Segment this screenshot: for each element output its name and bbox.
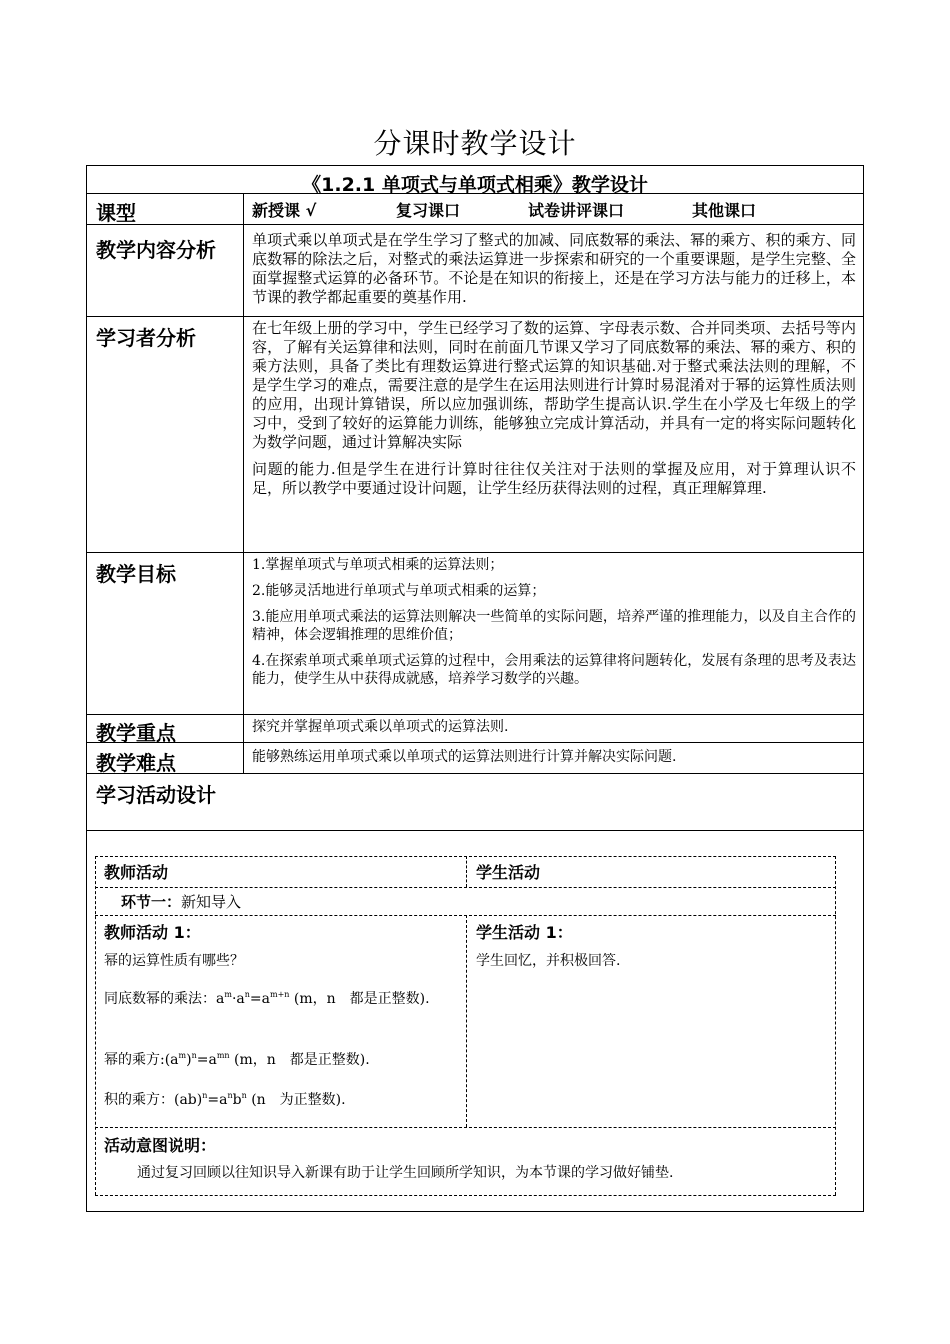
column-divider <box>243 193 244 773</box>
teaching-goals-list <box>252 556 856 696</box>
learner-analysis-text <box>252 319 856 506</box>
table-divider <box>86 773 864 774</box>
rule-power-of-product: 积的乘方：$(ab)^n=a^nb^n$ (n 为正整数). <box>104 1091 346 1108</box>
intent-title: 活动意图说明： <box>104 1136 217 1155</box>
rule-power-of-power: 幂的乘方$:(a^m)^n=a^{mn}$ (m，n 都是正整数). <box>104 1051 370 1068</box>
goal-item: 3.能应用单项式乘法的运算法则解决一些简单的实际问题，培养严谨的推理能力，以及自主合作的精神，体会逻辑推理的思维价值； <box>252 609 856 643</box>
table-divider <box>86 830 864 831</box>
stage-row <box>121 891 241 912</box>
content-analysis-label: 教学内容分析 <box>96 238 216 262</box>
type-option-review: 复习课口 <box>396 201 461 220</box>
table-divider <box>86 742 864 743</box>
goal-item: 1.掌握单项式与单项式相乘的运算法则； <box>252 557 504 573</box>
type-option-new: 新授课 √ <box>252 201 317 220</box>
student-activity-text: 学生回忆，并积极回答. <box>476 953 621 969</box>
activity-table-border <box>466 915 467 1127</box>
table-divider <box>86 714 864 715</box>
key-point-label: 教学重点 <box>96 721 176 745</box>
difficulty-text: 能够熟练运用单项式乘以单项式的运算法则进行计算并解决实际问题. <box>252 749 677 765</box>
course-type-label: 课型 <box>96 201 136 225</box>
intent-text: 通过复习回顾以往知识导入新课有助于让学生回顾所学知识，为本节课的学习做好铺垫. <box>137 1165 674 1181</box>
goal-item: 4.在探索单项式乘单项式运算的过程中，会用乘法的运算律将问题转化，发展有条理的思考及表达能力，使学生从中获得成就感，培养学习数学的兴趣。 <box>252 653 856 687</box>
stage-name: 新知导入 <box>181 893 242 911</box>
type-option-other: 其他课口 <box>692 201 757 220</box>
learner-analysis-para1: 在七年级上册的学习中，学生已经学习了数的运算、字母表示数、合并同类项、去括号等内容，了解有关运算律和法则，同时在前面几节课又学习了同底数幂的乘法、幂的乘方、积的乘方法则，具备了类比有理数运算进行整式运算的知识基础.对于整式乘法法则的理解，不是学生学习的难点，需要注意的是学生在运用法则进行计算时易混淆对于幂的运算性质法则的应用，出现计算错误，所以应加强训练，帮助学生提高认识.学生在小学及七年级上的学习中，受到了较好的运算能力训练，能够独立完成计算活动，并具有一定的将实际问题转化为数学问题，通过计算解决实际 <box>252 319 856 451</box>
key-point-text: 探究并掌握单项式乘以单项式的运算法则. <box>252 719 509 735</box>
learner-analysis-label: 学习者分析 <box>96 326 196 350</box>
student-activity-title: 学生活动 1： <box>476 923 573 942</box>
teaching-goals-label: 教学目标 <box>96 562 176 586</box>
table-divider <box>86 224 864 225</box>
content-analysis-text: 单项式乘以单项式是在学生学习了整式的加减、同底数幂的乘法、幂的乘方、积的乘方、同底数幂的除法之后，对整式的乘法运算进一步探索和研究的一个重要课题，是学生完整、全面掌握整式运算的必备环节。不论是在知识的衔接上，还是在学习方法与能力的迁移上，本节课的教学都起重要的奠基作用. <box>252 231 856 306</box>
teacher-question: 幂的运算性质有哪些？ <box>104 953 244 969</box>
activity-table-border <box>95 856 96 1195</box>
goal-item: 2.能够灵活地进行单项式与单项式相乘的运算； <box>252 583 546 599</box>
activity-design-label: 学习活动设计 <box>96 783 216 807</box>
table-divider <box>86 316 864 317</box>
teacher-activity-title: 教师活动 1： <box>104 923 201 942</box>
activity-table-border <box>835 856 836 1195</box>
page-title: 分课时教学设计 <box>373 127 577 160</box>
difficulty-label: 教学难点 <box>96 751 176 775</box>
activity-table-border <box>466 856 467 887</box>
activity-table-border <box>95 1195 836 1196</box>
stage-label: 环节一： <box>121 893 182 911</box>
activity-table-border <box>95 1127 836 1128</box>
learner-analysis-para2: 问题的能力.但是学生在进行计算时往往仅关注对于法则的掌握及应用，对于算理认识不足，所以教学中要通过设计问题，让学生经历获得法则的过程，真正理解算理. <box>252 460 856 497</box>
activity-table-border <box>95 887 836 888</box>
table-divider <box>86 552 864 553</box>
rule-product-of-powers: 同底数幂的乘法：$a^m\cdot a^n=a^{m+n}$ (m，n 都是正整数). <box>104 990 430 1007</box>
student-activity-header: 学生活动 <box>476 863 541 882</box>
type-option-test-review: 试卷讲评课口 <box>528 201 625 220</box>
teacher-activity-header: 教师活动 <box>104 863 169 882</box>
lesson-title: 《1.2.1 单项式与单项式相乘》教学设计 <box>302 174 648 196</box>
